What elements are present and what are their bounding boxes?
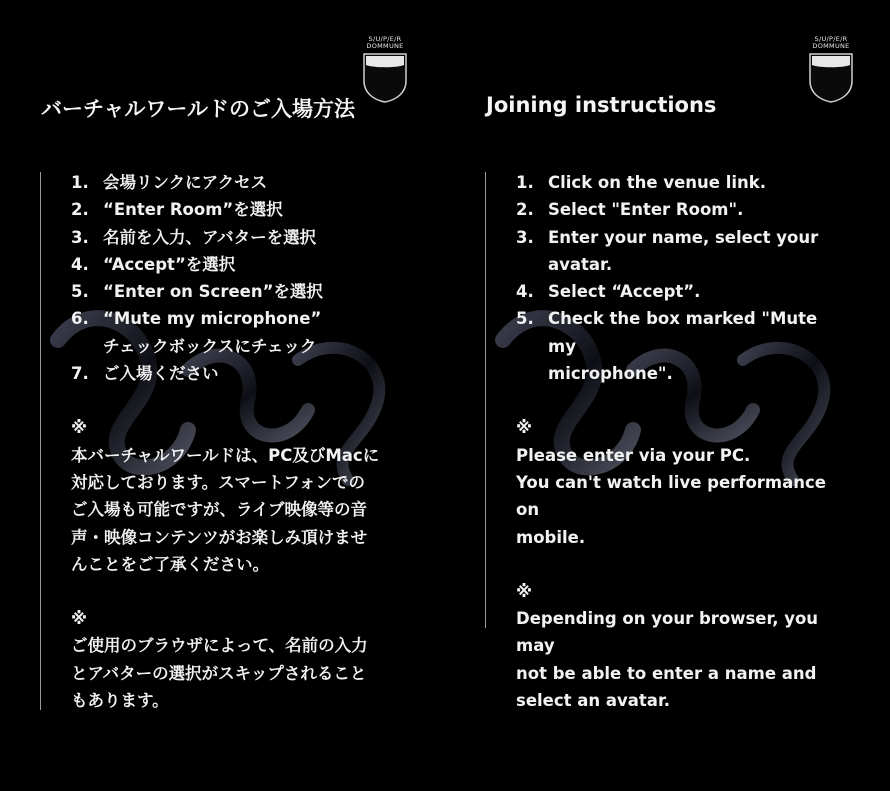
list-item: 3. Enter your name, select your avatar. (516, 227, 819, 274)
logo-line2: DOMMUNE (366, 42, 404, 50)
english-instructions-panel (445, 0, 890, 791)
shield-icon (807, 51, 855, 103)
instructions-content (516, 169, 846, 714)
list-item: 4. Select “Accept”. (516, 282, 701, 302)
list-item: 7. ご入場ください (71, 364, 219, 384)
reference-mark: ※ (516, 581, 533, 601)
list-item: 3. 名前を入力、アバターを選択 (71, 227, 317, 247)
left-divider (485, 172, 486, 628)
shield-icon (361, 51, 409, 103)
super-dommune-logo (361, 36, 409, 103)
logo-line2: DOMMUNE (812, 42, 850, 50)
steps-list (71, 169, 416, 387)
instructions-content (71, 169, 416, 714)
list-item: 4. “Accept”を選択 (71, 254, 236, 274)
list-item: 5. Check the box marked "Mute my microphone". (516, 309, 818, 384)
list-item: 2. Select "Enter Room". (516, 200, 744, 220)
list-item: 5. “Enter on Screen”を選択 (71, 282, 323, 302)
reference-mark: ※ (71, 609, 88, 629)
note-device-support: ※ 本バーチャルワールドは、PC及びMacに 対応しております。スマートフォンでの ご入場も可能ですが、ライブ映像等の音 声・映像コンテンツがお楽しみ頂けませ んことをご了承ください。 (71, 414, 416, 578)
reference-mark: ※ (516, 418, 533, 438)
reference-mark: ※ (71, 418, 88, 438)
list-item: 6. “Mute my microphone” チェックボックスにチェック (71, 309, 322, 356)
note-browser: ※ ご使用のブラウザによって、名前の入力 とアバターの選択がスキップされること もあります。 (71, 605, 416, 714)
list-item: 2. “Enter Room”を選択 (71, 200, 283, 220)
note-browser: ※ Depending on your browser, you may not be able to enter a name and select an avatar. (516, 578, 846, 714)
logo-line1: S/U/P/E/R (368, 35, 402, 43)
steps-list (516, 169, 846, 387)
list-item: 1. Click on the venue link. (516, 173, 766, 192)
page-title: Joining instructions (486, 93, 717, 117)
logo-line1: S/U/P/E/R (814, 35, 848, 43)
super-dommune-logo (807, 36, 855, 103)
left-divider (40, 172, 41, 710)
note-device-support: ※ Please enter via your PC. You can't watch live performance on mobile. (516, 414, 846, 550)
list-item: 1. 会場リンクにアクセス (71, 173, 268, 192)
page-title: バーチャルワールドのご入場方法 (41, 97, 355, 121)
